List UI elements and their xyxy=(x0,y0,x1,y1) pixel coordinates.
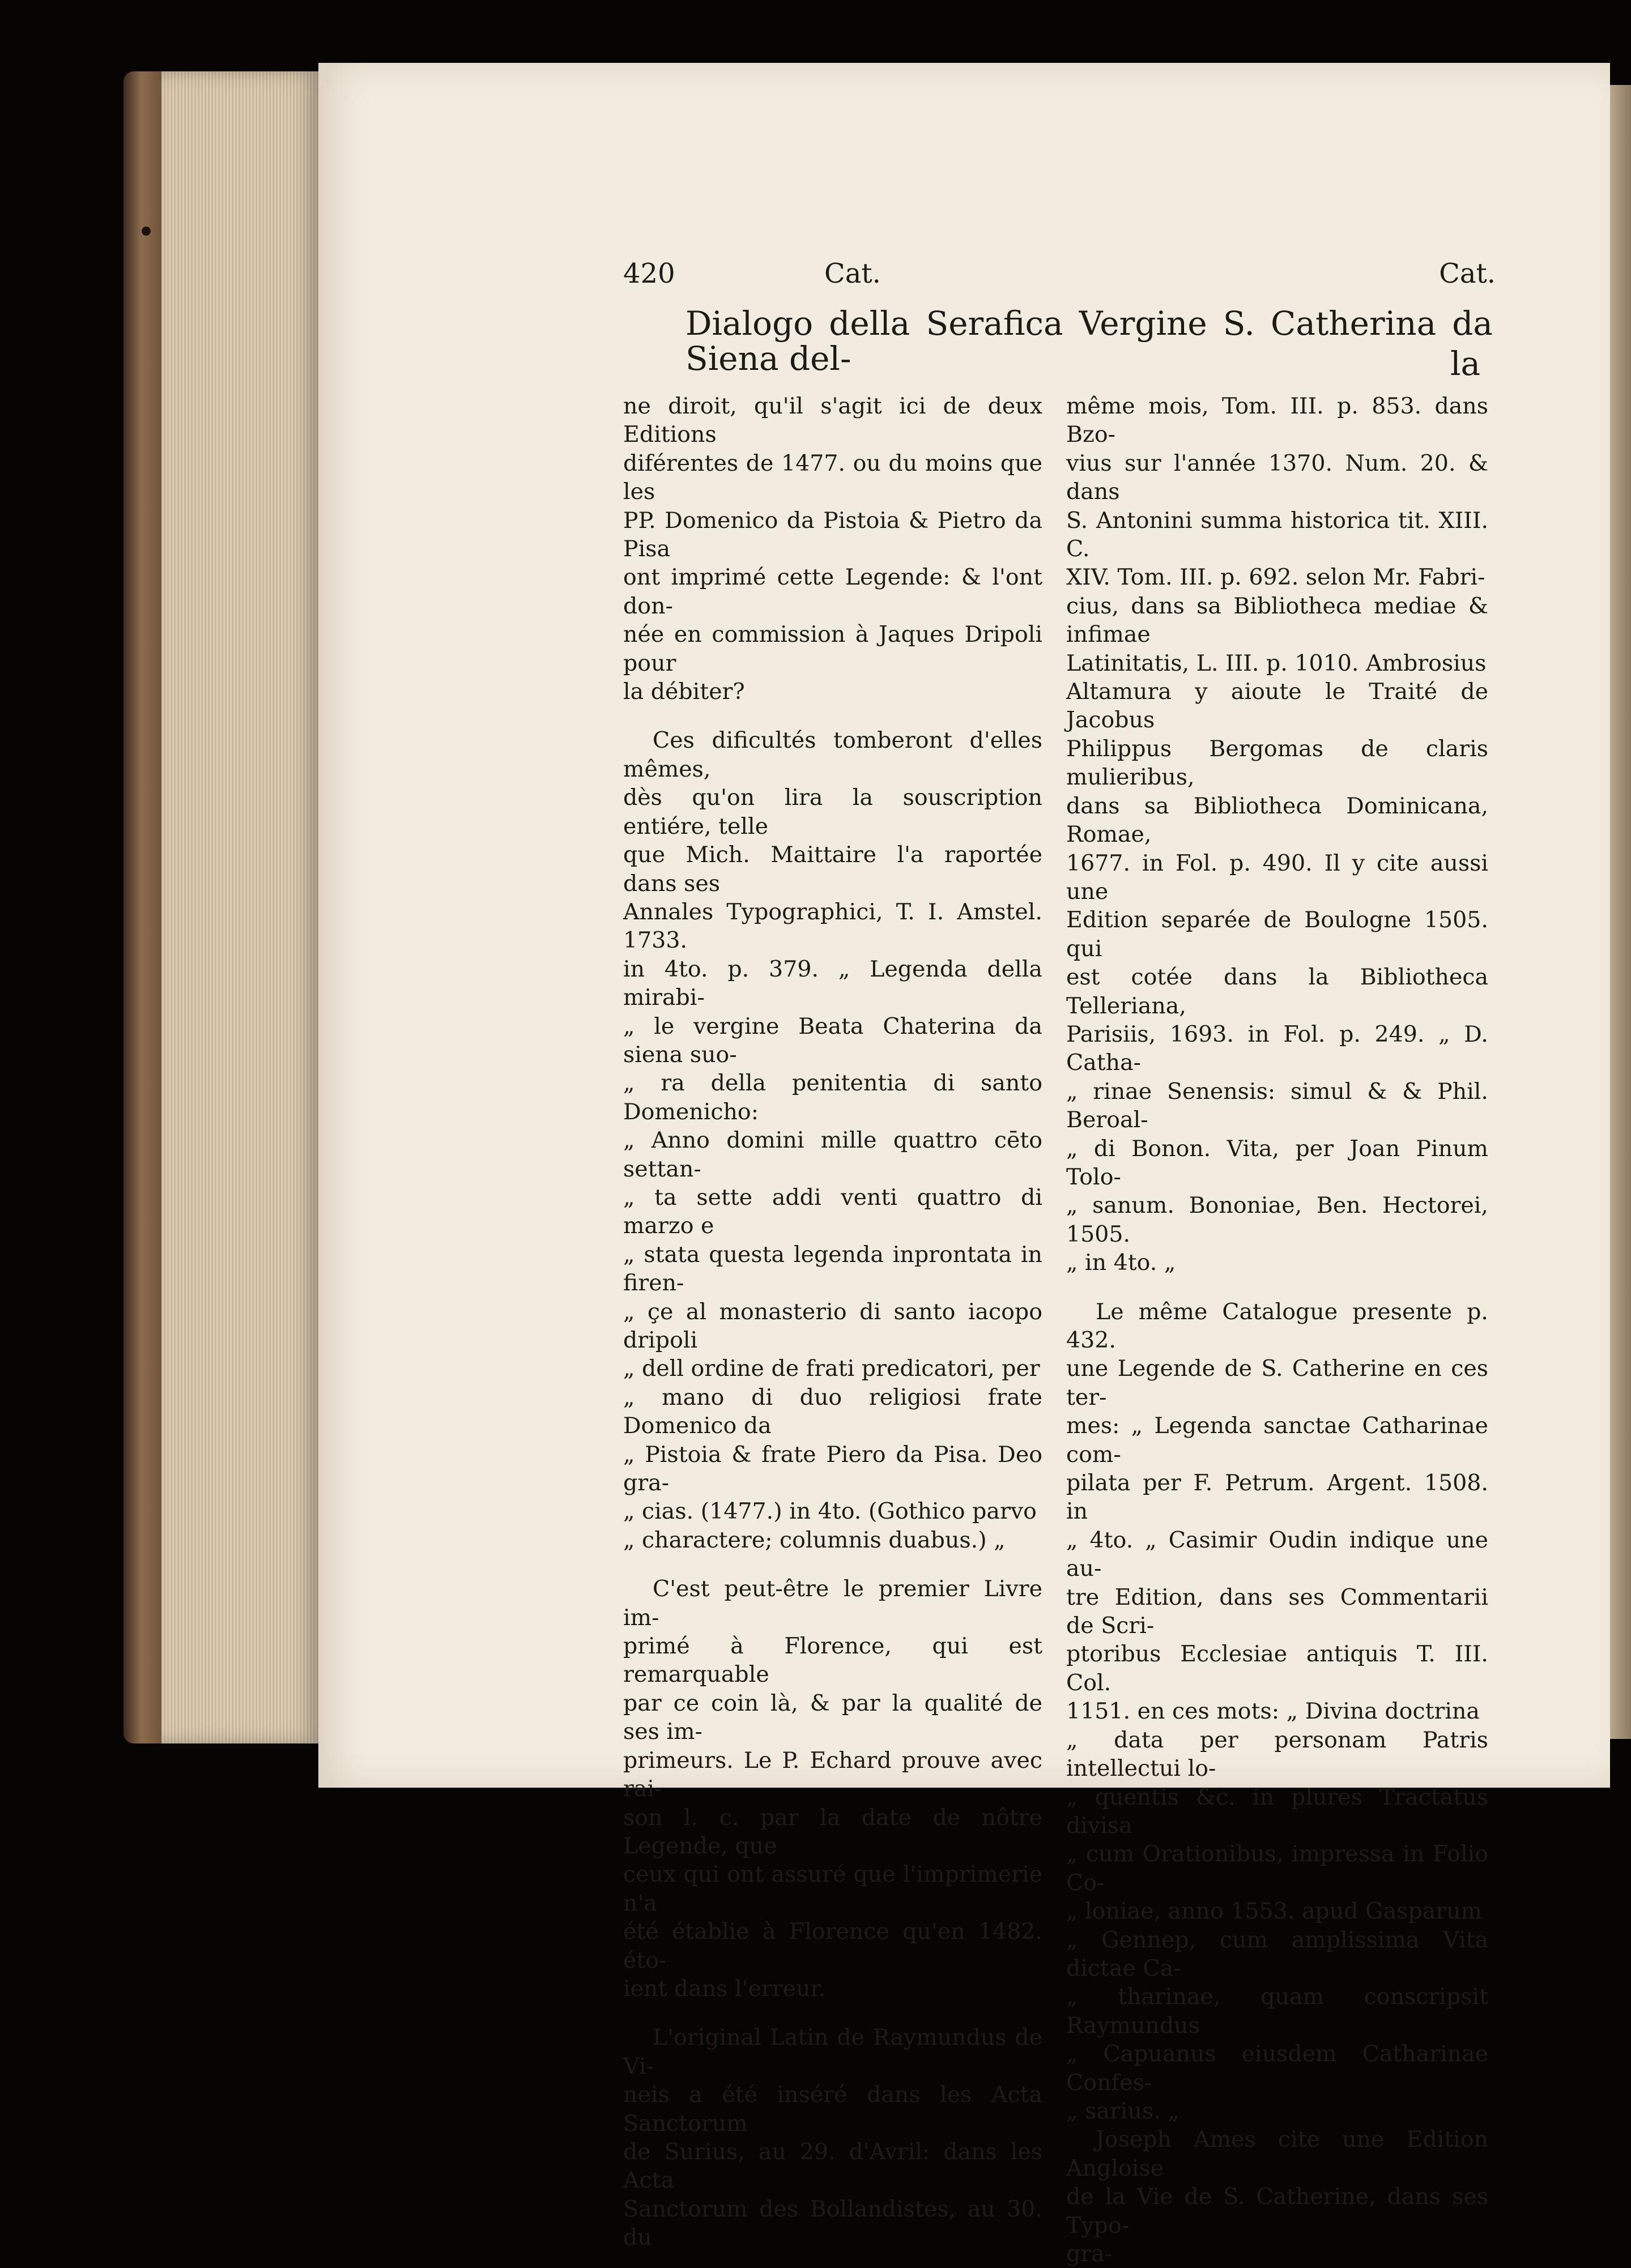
binding-mark xyxy=(142,227,151,236)
running-head-right: Cat. xyxy=(1439,258,1496,289)
paragraph: C'est peut-être le premier Livre im- primé à Florence, qui est remarquable par ce coin là, & par la qualité de ses im- primeurs. Le P. Echard prouve avec rai- son l. c. par la date de nôtre Legende, que ceux qui ont assuré que l'imprimerie n'a été établie à Florence qu'en 1482. éto- ient dans l'erreur. xyxy=(623,1576,1042,2002)
book-cover xyxy=(124,71,163,1743)
page-edges xyxy=(161,71,320,1743)
right-column xyxy=(1066,392,1488,2268)
paragraph: ne diroit, qu'il s'agit ici de deux Editions diférentes de 1477. ou du moins que les PP. Domenico da Pistoia & Pietro da Pisa ont imprimé cette Legende: & l'ont don- née en commission à Jaques Dripoli pour la débiter? xyxy=(623,393,1042,705)
paragraph: Ces dificultés tomberont d'elles mêmes, dès qu'on lira la souscription entiére, telle que Mich. Maittaire l'a raportée dans ses Annales Typographici, T. I. Amstel. 1733. in 4to. p. 379. „ Legenda della mirabi- „ le vergine Beata Chaterina da siena suo- „ ra della penitentia di santo Domenicho: „ Anno domini mille quattro cēto settan- „ ta sette addi venti quattro di marzo e „ stata questa legenda inprontata in firen- „ çe al monasterio di santo iacopo dripoli „ dell ordine de frati predicatori, per „ mano di duo religiosi frate Domenico da „ Pistoia & frate Piero da Pisa. Deo gra- „ cias. (1477.) in 4to. (Gothico parvo „ charactere; columnis duabus.) „ xyxy=(623,727,1042,1553)
paragraph: L'original Latin de Raymundus de Vi- neis a été inséré dans les Acta Sanctorum de Surius, au 29. d'Avril: dans les Acta Sanctorum des Bollandistes, au 30. du xyxy=(623,2024,1042,2251)
running-head-left: Cat. xyxy=(824,258,881,289)
page-number: 420 xyxy=(623,258,675,289)
paragraph: même mois, Tom. III. p. 853. dans Bzo- vius sur l'année 1370. Num. 20. & dans S. Antonini summa historica tit. XIII. C. XIV. Tom. III. p. 692. selon Mr. Fabri- cius, dans sa Bibliotheca mediae & infimae Latinitatis, L. III. p. 1010. Ambrosius Altamura y aioute le Traité de Jacobus Philippus Bergomas de claris mulieribus, dans sa Bibliotheca Dominicana, Romae, 1677. in Fol. p. 490. Il y cite aussi une Edition separée de Boulogne 1505. qui est cotée dans la Bibliotheca Telleriana, Parisiis, 1693. in Fol. p. 249. „ D. Catha- „ rinae Senensis: simul & & Phil. Beroal- „ di Bonon. Vita, per Joan Pinum Tolo- „ sanum. Bononiae, Ben. Hectorei, 1505. „ in 4to. „ xyxy=(1066,393,1488,1276)
left-column xyxy=(623,392,1042,2252)
paragraph: Le même Catalogue presente p. 432. une Legende de S. Catherine en ces ter- mes: „ Legenda sanctae Catharinae com- pilata per F. Petrum. Argent. 1508. in „ 4to. „ Casimir Oudin indique une au- tre Edition, dans ses Commentarii de Scri- ptoribus Ecclesiae antiquis T. III. Col. 1151. en ces mots: „ Divina doctrina „ data per personam Patris intellectui lo- „ quentis &c. in plures Tractatus divisa „ cum Orationibus, impressa in Folio Co- „ loniae, anno 1553. apud Gasparum „ Gennep, cum amplissima Vita dictae Ca- „ tharinae, quam conscripsit Raymundus „ Capuanus eiusdem Catharinae Confes- „ sarius. „ xyxy=(1066,1298,1488,2124)
running-header xyxy=(623,258,1496,292)
paragraph: Joseph Ames cite une Edition Angloise de la Vie de S. Catherine, dans ses Typo- gra- xyxy=(1066,2126,1488,2267)
entry-title-continuation: la xyxy=(1450,344,1481,383)
entry-title: Dialogo della Serafica Vergine S. Catherina da Siena del- xyxy=(685,304,1493,378)
